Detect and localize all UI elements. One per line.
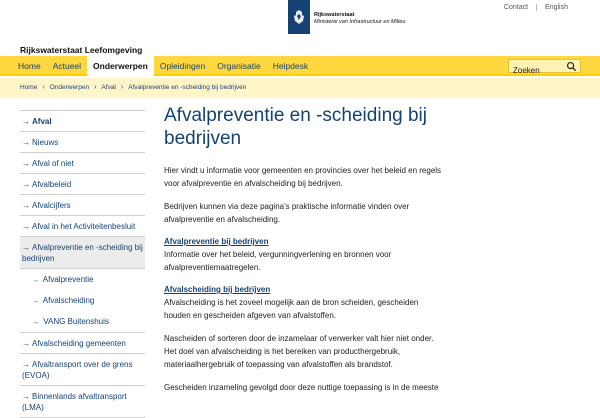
arrow-right-icon: → — [22, 138, 30, 147]
sidebar-item-label: Nieuws — [32, 138, 59, 147]
sidebar-item-label: Binnenlands afvaltransport (LMA) — [22, 392, 127, 412]
sidebar-item-label: VANG Buitenshuis — [43, 317, 109, 326]
afvalpreventie-description: Informatie over het beleid, vergunningverlening en bronnen voor afvalpreventiemaatregelen. — [164, 250, 392, 272]
chevron-right-icon: › — [120, 84, 124, 91]
sidebar-item-afvalpreventie-scheiding[interactable] — [20, 237, 145, 269]
top-bar — [0, 0, 600, 38]
sidebar-subitem-vang-buitenshuis[interactable] — [20, 311, 145, 333]
search-input[interactable] — [509, 65, 565, 77]
arrow-right-icon: → — [22, 159, 30, 168]
sidebar-item-nieuws[interactable] — [20, 132, 145, 153]
arrow-right-icon: → — [32, 277, 39, 284]
intro-paragraph: Hier vindt u informatie voor gemeenten en provincies over het beleid en regels voor afvalpreventie en afvalscheiding bij bedrijven. — [164, 166, 442, 188]
chevron-right-icon: › — [94, 84, 97, 91]
section-afvalscheiding — [164, 284, 444, 322]
site-title[interactable]: Rijkswaterstaat Leefomgeving — [20, 45, 143, 55]
sidebar-item-label: Afvalscheiding gemeenten — [32, 339, 126, 348]
arrow-right-icon: → — [22, 360, 30, 369]
org-name: Rijkswaterstaat — [314, 12, 355, 18]
afvalpreventie-link[interactable]: Afvalpreventie bij bedrijven — [164, 237, 269, 246]
sidebar-item-label: Afval — [32, 117, 52, 126]
sidebar-subitem-afvalscheiding[interactable] — [20, 290, 145, 311]
breadcrumb — [20, 78, 246, 98]
nav-opleidingen[interactable]: Opleidingen — [159, 61, 206, 71]
breadcrumb-current: Afvalpreventie en -scheiding bij bedrijven — [128, 84, 247, 91]
arrow-right-icon: → — [22, 392, 30, 401]
breadcrumb-bar — [0, 78, 600, 98]
main-nav — [0, 56, 600, 76]
arrow-right-icon: → — [22, 222, 30, 231]
body-paragraph-truncated: Gescheiden inzameling gevolgd door deze nuttige toepassing is in de meeste — [164, 383, 439, 392]
nav-helpdesk[interactable]: Helpdesk — [272, 61, 309, 71]
sidebar-item-activiteitenbesluit[interactable] — [20, 216, 145, 237]
sidebar-item-label: Afval of niet — [32, 159, 74, 168]
arrow-right-icon: → — [22, 180, 30, 189]
search-box — [508, 59, 581, 73]
nav-home[interactable]: Home — [18, 61, 41, 71]
nav-onderwerpen[interactable]: Onderwerpen — [87, 56, 154, 76]
sidebar-item-afval-of-niet[interactable] — [20, 153, 145, 174]
rijkswaterstaat-logo[interactable] — [288, 0, 408, 36]
nav-actueel[interactable]: Actueel — [52, 61, 82, 71]
main-content — [164, 104, 444, 404]
sidebar-item-label: Afvalpreventie — [42, 275, 94, 284]
logo-text — [314, 12, 405, 25]
body-paragraph: Nascheiden of sorteren door de inzamelaar of verwerker valt hier niet onder. Het doel van afvalscheiding is het bereiken van producthergebruik, materiaalhergebruik of toepassing van afvalstoffen als brandstof. — [164, 334, 434, 369]
sidebar-item-label: Afvalpreventie en -scheiding bij bedrijven — [22, 243, 143, 263]
breadcrumb-home[interactable]: Home — [20, 84, 38, 91]
search-icon[interactable] — [566, 61, 577, 72]
arrow-right-icon: → — [22, 339, 30, 348]
sidebar-item-label: Afvalscheiding — [42, 296, 95, 305]
sidebar-item-label: Afvalcijfers — [32, 201, 71, 210]
arrow-right-icon: → — [32, 298, 39, 305]
contact-link[interactable]: Contact — [503, 4, 529, 11]
utility-links — [496, 4, 576, 11]
sidebar-item-evoa[interactable] — [20, 354, 145, 386]
page-title: Afvalpreventie en -scheiding bij bedrijven — [164, 105, 427, 149]
breadcrumb-afval[interactable]: Afval — [101, 84, 116, 91]
sidebar-subitem-afvalpreventie[interactable] — [20, 269, 145, 290]
breadcrumb-onderwerpen[interactable]: Onderwerpen — [49, 84, 90, 91]
arrow-right-icon: → — [22, 243, 30, 252]
sidebar-item-afval[interactable] — [20, 110, 145, 132]
sidebar-item-label: Afvaltransport over de grens (EVOA) — [22, 360, 133, 380]
sidebar-item-afvalscheiding-gemeenten[interactable] — [20, 333, 145, 354]
sidebar-item-label: Afval in het Activiteitenbesluit — [32, 222, 136, 231]
afvalscheiding-link[interactable]: Afvalscheiding bij bedrijven — [164, 285, 271, 294]
english-link[interactable]: English — [536, 4, 576, 11]
sidebar-item-lma[interactable] — [20, 386, 145, 418]
chevron-right-icon: › — [42, 84, 45, 91]
arrow-right-icon: → — [32, 319, 39, 326]
sidebar-item-afvalbeleid[interactable] — [20, 174, 145, 195]
coat-of-arms-icon — [288, 0, 310, 34]
arrow-right-icon: → — [22, 201, 30, 210]
sidebar-item-label: Afvalbeleid — [32, 180, 72, 189]
intro-paragraph-2: Bedrijven kunnen via deze pagina's praktische informatie vinden over afvalpreventie en afvalscheiding. — [164, 202, 410, 224]
arrow-right-icon: → — [22, 117, 30, 126]
section-afvalpreventie — [164, 236, 444, 274]
sidebar-item-afvalcijfers[interactable] — [20, 195, 145, 216]
org-subtitle: Ministerie van Infrastructuur en Milieu — [314, 18, 406, 25]
afvalscheiding-description: Afvalscheiding is het zoveel mogelijk aan de bron scheiden, gescheiden houden en gescheiden afgeven van afvalstoffen. — [164, 298, 419, 320]
sidebar — [20, 110, 145, 418]
nav-organisatie[interactable]: Organisatie — [217, 61, 261, 71]
